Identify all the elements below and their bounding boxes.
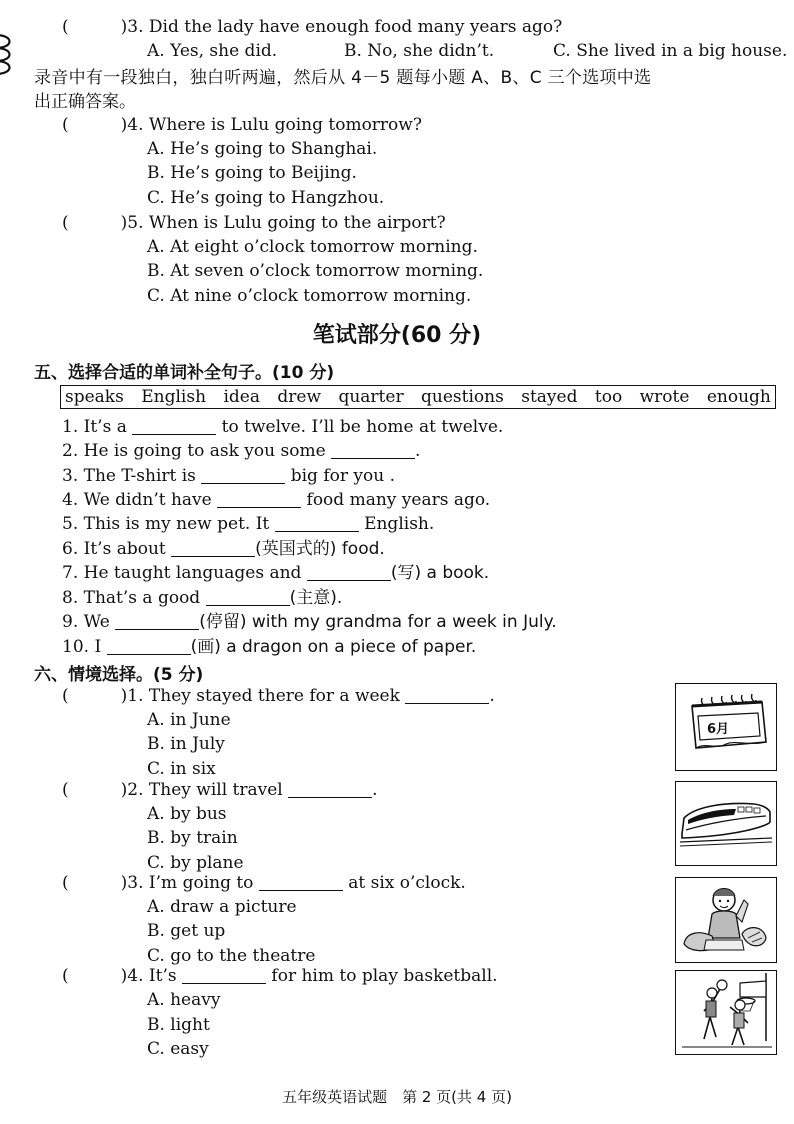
q2-option-c[interactable]: C. by plane — [147, 853, 244, 873]
word-bank-item: idea — [223, 387, 260, 407]
basketball-icon — [676, 971, 775, 1053]
listening-q5: ( )5. When is Lulu going to the airport? — [62, 213, 446, 233]
binder-spiral-icon — [0, 30, 22, 80]
answer-paren[interactable]: ( — [62, 17, 69, 37]
q1-option-c[interactable]: C. in six — [147, 759, 216, 779]
q4-option-c[interactable]: C. easy — [147, 1039, 209, 1059]
section5-heading: 五、选择合适的单词补全句子。(10 分) — [34, 363, 335, 383]
word-bank-item: speaks — [65, 387, 124, 407]
q1-option-a[interactable]: A. in June — [147, 710, 231, 730]
answer-blank[interactable] — [132, 417, 216, 435]
written-section-title: 笔试部分(60 分) — [312, 323, 482, 348]
answer-blank[interactable] — [405, 686, 489, 704]
fill-sentence-3: 3. The T-shirt is big for you . — [62, 466, 395, 486]
word-bank-item: drew — [277, 387, 322, 407]
section6-heading: 六、情境选择。(5 分) — [34, 665, 204, 685]
q4-option-c[interactable]: C. He’s going to Hangzhou. — [147, 188, 385, 208]
word-bank-item: too — [594, 387, 623, 407]
train-icon — [676, 782, 775, 864]
q1-option-b[interactable]: B. in July — [147, 734, 225, 754]
answer-blank[interactable] — [206, 588, 290, 606]
monologue-instruction: 录音中有一段独白，独白听两遍，然后从 4－5 题每小题 A、B、C 三个选项中选 — [34, 68, 652, 88]
listening-q3: ( )3. Did the lady have enough food many years ago? — [62, 17, 563, 37]
fill-sentence-10: 10. I (画) a dragon on a piece of paper. — [62, 637, 477, 657]
q5-option-b[interactable]: B. At seven o’clock tomorrow morning. — [147, 261, 484, 281]
q3-option-a[interactable]: A. draw a picture — [147, 897, 297, 917]
basketball-picture — [675, 970, 777, 1055]
fill-sentence-4: 4. We didn’t have food many years ago. — [62, 490, 491, 510]
word-bank-item: wrote — [639, 387, 690, 407]
q3-option-b[interactable]: B. get up — [147, 921, 226, 941]
fill-sentence-8: 8. That’s a good (主意). — [62, 588, 343, 608]
word-bank — [60, 385, 776, 409]
child-drawing-picture — [675, 877, 777, 963]
answer-blank[interactable] — [201, 466, 285, 484]
answer-blank[interactable] — [217, 490, 301, 508]
train-picture — [675, 781, 777, 866]
word-bank-item: quarter — [338, 387, 404, 407]
q4-option-a[interactable]: A. He’s going to Shanghai. — [147, 139, 378, 159]
context-q3: ( )3. I’m going to at six o’clock. — [62, 873, 466, 893]
word-bank-item: enough — [706, 387, 771, 407]
monologue-instruction-2: 出正确答案。 — [34, 92, 136, 112]
context-q1: ( )1. They stayed there for a week . — [62, 686, 495, 706]
answer-blank[interactable] — [171, 539, 255, 557]
calendar-month-label: 6月 — [707, 722, 730, 737]
q5-option-c[interactable]: C. At nine o’clock tomorrow morning. — [147, 286, 472, 306]
q4-option-b[interactable]: B. light — [147, 1015, 210, 1035]
child-icon — [676, 878, 775, 961]
q5-option-a[interactable]: A. At eight o’clock tomorrow morning. — [147, 237, 478, 257]
answer-blank[interactable] — [288, 780, 372, 798]
option-c[interactable]: C. She lived in a big house. — [553, 41, 788, 61]
fill-sentence-7: 7. He taught languages and (写) a book. — [62, 563, 490, 583]
fill-sentence-1: 1. It’s a to twelve. I’ll be home at twelve. — [62, 417, 504, 437]
answer-blank[interactable] — [307, 563, 391, 581]
answer-blank[interactable] — [182, 966, 266, 984]
page-footer: 五年级英语试题 第 2 页(共 4 页) — [282, 1088, 512, 1106]
word-bank-item: stayed — [521, 387, 578, 407]
answer-blank[interactable] — [275, 514, 359, 532]
fill-sentence-5: 5. This is my new pet. It English. — [62, 514, 435, 534]
q2-option-a[interactable]: A. by bus — [147, 804, 227, 824]
listening-q4: ( )4. Where is Lulu going tomorrow? — [62, 115, 422, 135]
q4-option-a[interactable]: A. heavy — [147, 990, 221, 1010]
option-a[interactable]: A. Yes, she did. — [147, 41, 278, 61]
fill-sentence-9: 9. We (停留) with my grandma for a week in July. — [62, 612, 557, 632]
q3-option-c[interactable]: C. go to the theatre — [147, 946, 316, 966]
q2-option-b[interactable]: B. by train — [147, 828, 238, 848]
word-bank-item: questions — [421, 387, 504, 407]
option-b[interactable]: B. No, she didn’t. — [344, 41, 495, 61]
answer-blank[interactable] — [259, 873, 343, 891]
context-q2: ( )2. They will travel . — [62, 780, 378, 800]
fill-sentence-6: 6. It’s about (英国式的) food. — [62, 539, 385, 559]
fill-sentence-2: 2. He is going to ask you some . — [62, 441, 421, 461]
context-q4: ( )4. It’s for him to play basketball. — [62, 966, 498, 986]
answer-blank[interactable] — [115, 612, 199, 630]
word-bank-item: English — [141, 387, 207, 407]
calendar-picture — [675, 683, 777, 771]
answer-blank[interactable] — [331, 441, 415, 459]
q4-option-b[interactable]: B. He’s going to Beijing. — [147, 163, 357, 183]
answer-blank[interactable] — [107, 637, 191, 655]
